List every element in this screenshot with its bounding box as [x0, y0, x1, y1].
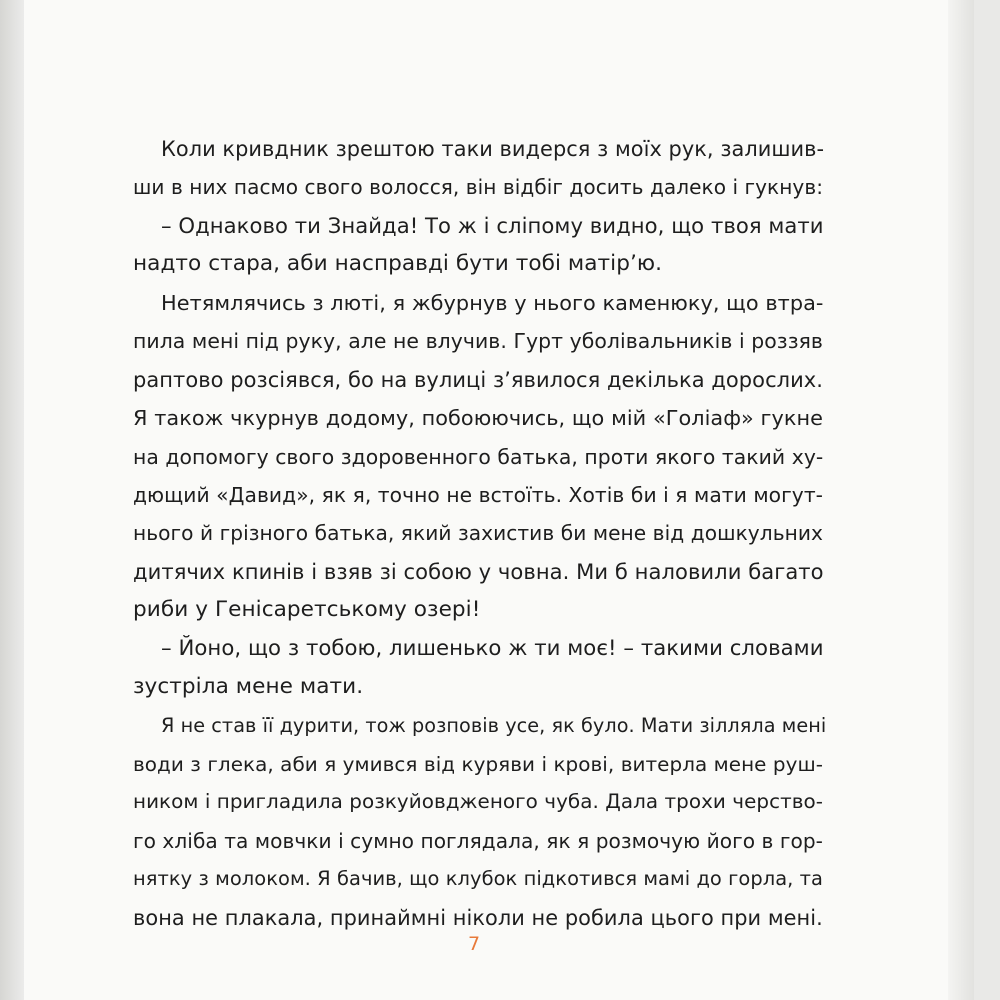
- page-number: 7: [467, 933, 481, 955]
- text-line: го хліба та мовчки і сумно поглядала, як я розмочую його в гор-: [133, 828, 823, 853]
- text-line: води з глека, аби я умився від куряви і крові, витерла мене руш-: [133, 752, 823, 776]
- text-line: нього й грізного батька, який захистив би мене від дошкульних: [133, 521, 823, 546]
- text-line: Я не став її дурити, тож розповів усе, як було. Мати зілляла мені: [161, 713, 827, 737]
- text-line: дитячих кпинів і взяв зі собою у човна. Ми б наловили багато: [133, 558, 824, 584]
- text-line: зустріла мене мати.: [133, 674, 364, 700]
- text-line: надто стара, аби насправді бути тобі матір’ю.: [133, 251, 663, 277]
- text-line: пила мені під руку, але не влучив. Гурт уболівальників і роззяв: [133, 329, 823, 354]
- page-edge: [948, 0, 974, 1000]
- text-line: ником і пригладила розкуйовдженого чуба. Дала трохи черство-: [133, 790, 823, 814]
- text-line: Нетямлячись з люті, я жбурнув у нього каменюку, що втра-: [161, 290, 824, 315]
- text-line: вона не плакала, принаймні ніколи не робила цього при мені.: [133, 905, 823, 930]
- body-text: [133, 130, 827, 937]
- text-line: риби у Генісаретському озері!: [133, 597, 481, 623]
- page-gutter-shadow: [0, 0, 24, 1000]
- text-line: – Йоно, що з тобою, лишенько ж ти моє! – такими словами: [161, 635, 824, 661]
- text-line: дющий «Давид», як я, точно не встоїть. Хотів би і я мати могут-: [133, 482, 824, 507]
- text-line: Коли кривдник зрештою таки видерся з моїх рук, залишив-: [161, 137, 825, 161]
- text-line: нятку з молоком. Я бачив, що клубок підкотився мамі до горла, та: [133, 867, 823, 891]
- text-line: раптово розсіявся, бо на вулиці з’явилося декілька дорослих.: [133, 367, 823, 392]
- text-line: на допомогу свого здоровенного батька, проти якого такий ху-: [133, 444, 824, 469]
- text-line: Я також чкурнув додому, побоюючись, що мій «Голіаф» гукне: [133, 406, 823, 431]
- text-line: – Однаково ти Знайда! То ж і сліпому видно, що твоя мати: [161, 212, 824, 238]
- text-line: ши в них пасмо свого волосся, він відбіг досить далеко і гукнув:: [133, 175, 824, 200]
